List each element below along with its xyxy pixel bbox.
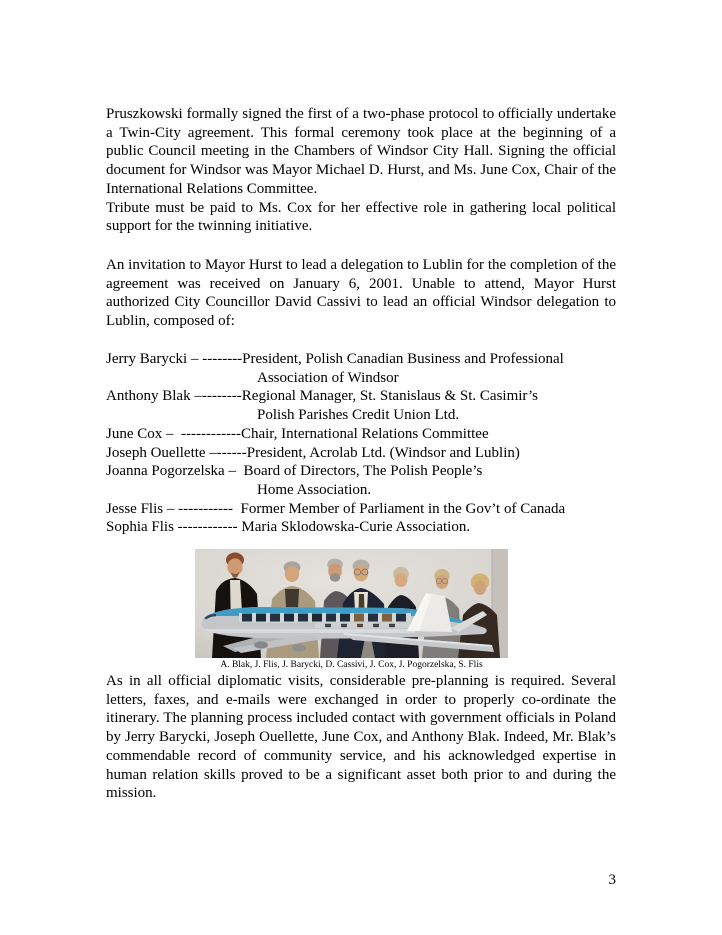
list-line-jerry-barycki-cont: Association of Windsor (257, 369, 399, 386)
delegation-list (106, 350, 666, 537)
list-line-anthony-blak: Anthony Blak –--------Regional Manager, St. Stanislaus & St. Casimir’s (106, 388, 538, 405)
page-number: 3 (608, 872, 616, 888)
list-line-june-cox: June Cox – ------------Chair, International Relations Committee (106, 425, 489, 442)
list-line-jerry-barycki: Jerry Barycki – --------President, Polish Canadian Business and Professional (106, 351, 564, 367)
list-line-jesse-flis: Jesse Flis – ----------- Former Member of Parliament in the Gov’t of Canada (106, 500, 566, 517)
paragraph-2: An invitation to Mayor Hurst to lead a delegation to Lublin for the completion of the agreement was received on January 6, 2001. Unable to attend, Mayor Hurst authorized City Councillor David Cassivi to lead an official Windsor delegation to Lublin, composed of: (106, 257, 616, 330)
delegation-photo-image (195, 549, 508, 658)
paragraph-3: As in all official diplomatic visits, considerable pre-planning is required. Several letters, faxes, and e-mails were exchanged in order to properly co-ordinate the itinerary. The planning process included contact with government officials in Poland by Jerry Barycki, Joseph Ouellette, June Cox, and Anthony Blak. Indeed, Mr. Blak’s commendable record of community service, and his acknowledged expertise in human relation skills proved to be a significant asset both prior to and during the mission. (106, 673, 616, 802)
paragraph-1-part-2: Tribute must be paid to Ms. Cox for her effective role in gathering local political support for the twinning initiative. (106, 199, 616, 235)
list-line-joanna-pogorzelska-cont: Home Association. (257, 481, 372, 498)
list-line-joseph-ouellette: Joseph Ouellette –------President, Acrolab Ltd. (Windsor and Lublin) (106, 444, 520, 461)
delegation-photo (195, 549, 508, 671)
photo-caption: A. Blak, J. Flis, J. Barycki, D. Cassivi, J. Cox, J. Pogorzelska, S. Flis (220, 660, 483, 670)
paragraph-1-part-1: Pruszkowski formally signed the first of a two-phase protocol to officially undertake a Twin-City agreement. This formal ceremony took place at the beginning of a public Council meeting in the Chambers of Windsor City Hall. Signing the official document for Windsor was Mayor Michael D. Hurst, and Ms. June Cox, Chair of the International Relations Committee. (106, 106, 616, 197)
list-line-sophia-flis: Sophia Flis ------------ Maria Sklodowska-Curie Association. (106, 519, 471, 536)
list-line-anthony-blak-cont: Polish Parishes Credit Union Ltd. (257, 407, 460, 424)
list-line-joanna-pogorzelska: Joanna Pogorzelska – Board of Directors, The Polish People’s (106, 463, 483, 480)
paragraph-1 (106, 105, 616, 236)
